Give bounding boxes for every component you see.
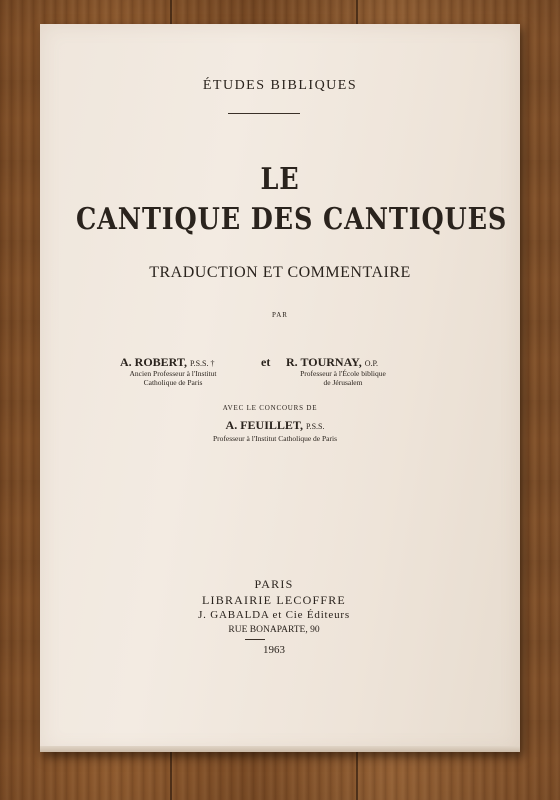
subtitle: TRADUCTION ET COMMENTAIRE	[149, 264, 411, 281]
author-tournay-affiliation	[283, 369, 403, 387]
title-line-2: CANTIQUE DES CANTIQUES	[76, 202, 508, 237]
affiliation-line: Ancien Professeur à l'Institut	[129, 369, 217, 378]
affiliation-line: Professeur à l'École biblique	[300, 369, 386, 378]
conjunction-et: et	[261, 355, 271, 369]
imprint-city: PARIS	[254, 577, 294, 591]
author-robert-affiliation	[118, 369, 228, 387]
author-tournay-name: R. TOURNAY,	[286, 355, 362, 369]
imprint-publisher-1: LIBRAIRIE LECOFFRE	[202, 593, 346, 607]
book-bottom-edge	[40, 746, 520, 752]
author-feuillet-affiliation: Professeur à l'Institut Catholique de Paris	[212, 434, 338, 443]
author-robert	[120, 355, 215, 370]
imprint-address: RUE BONAPARTE, 90	[228, 625, 320, 635]
by-label: PAR	[272, 311, 288, 319]
author-feuillet	[30, 418, 520, 433]
author-feuillet-name: A. FEUILLET,	[225, 418, 303, 432]
author-tournay-suffix: O.P.	[364, 359, 379, 368]
imprint-publisher-2: J. GABALDA et Cie Éditeurs	[198, 609, 350, 621]
author-robert-name: A. ROBERT,	[120, 355, 188, 369]
divider-rule	[245, 639, 265, 640]
series-title: ÉTUDES BIBLIQUES	[202, 78, 358, 93]
divider-rule	[228, 113, 300, 114]
affiliation-line: de Jérusalem	[323, 378, 363, 387]
author-robert-suffix: P.S.S. †	[190, 359, 215, 368]
affiliation-line: Catholique de Paris	[143, 378, 203, 387]
book-cover	[40, 24, 520, 752]
author-feuillet-suffix: P.S.S.	[306, 422, 325, 431]
title-line-1: LE	[260, 162, 300, 197]
with-collaboration-label: AVEC LE CONCOURS DE	[222, 404, 318, 412]
publication-year: 1963	[263, 644, 285, 656]
author-tournay	[286, 355, 378, 370]
